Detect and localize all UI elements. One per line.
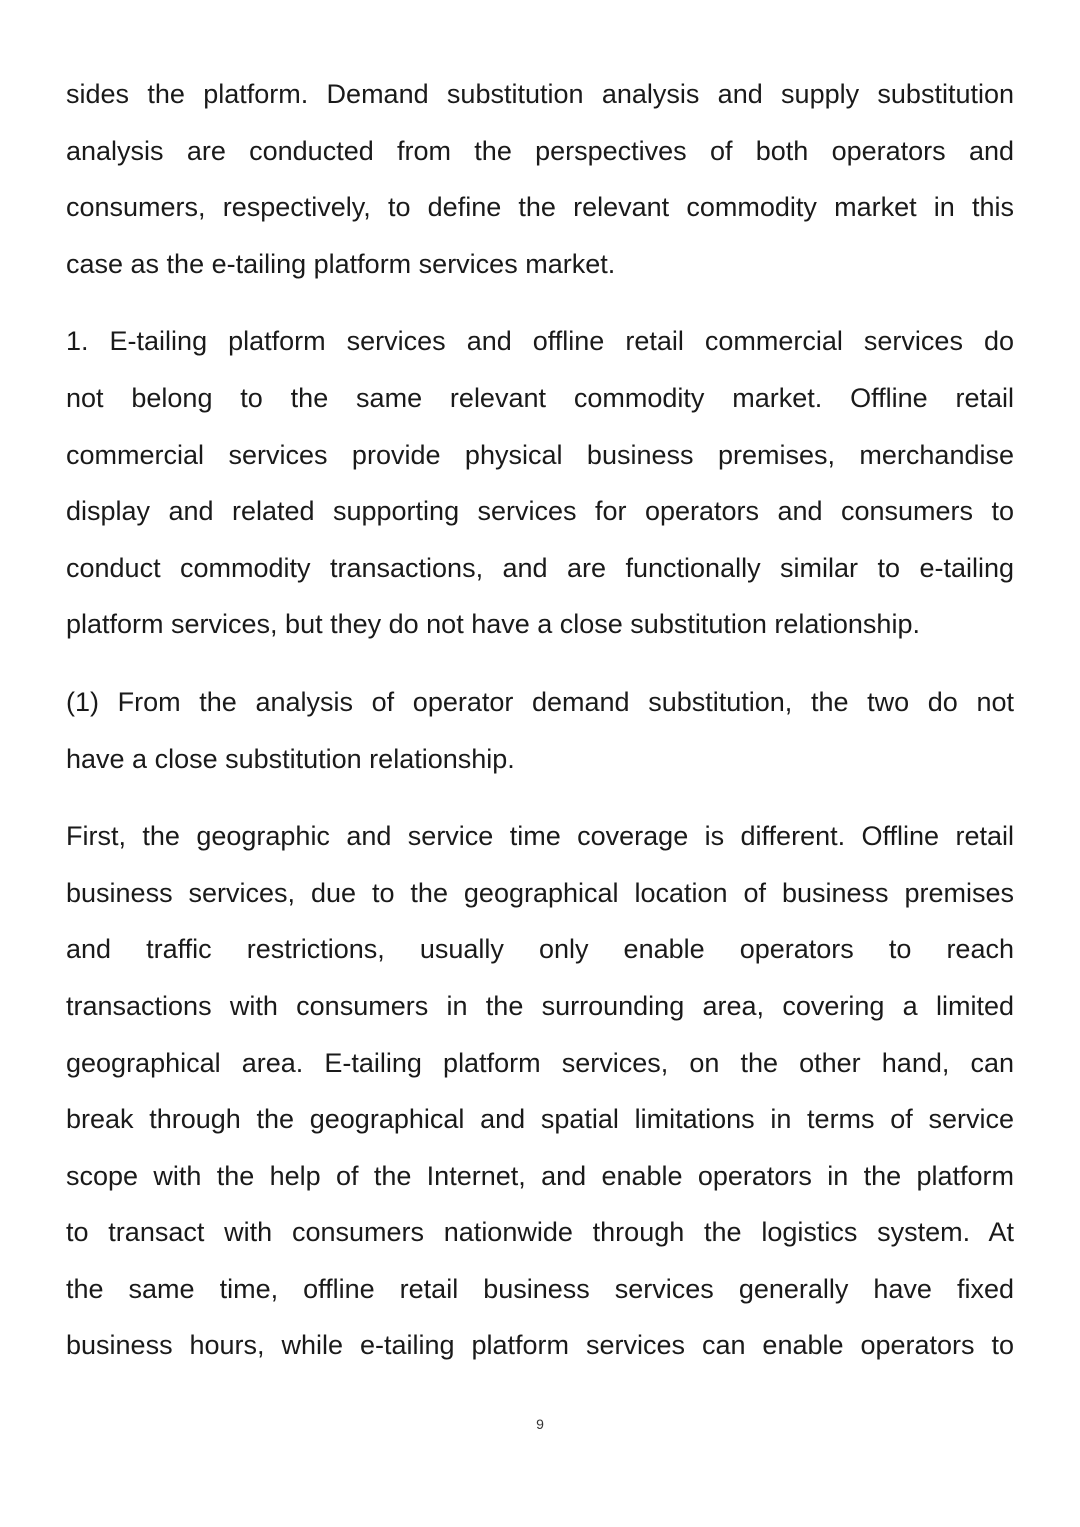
page-number: 9 (536, 1416, 544, 1432)
text-line: geographical area. E-tailing platform services, on the other hand, can (66, 1047, 1014, 1078)
paragraph-3 (66, 674, 1014, 787)
text-line: 1. E-tailing platform services and offline retail commercial services do (66, 326, 1014, 357)
text-line: sides the platform. Demand substitution analysis and supply substitution (66, 79, 1014, 109)
text-line: to transact with consumers nationwide through the logistics system. At (66, 1217, 1014, 1248)
text-line: not belong to the same relevant commodity market. Offline retail (66, 382, 1014, 413)
text-line: platform services, but they do not have a close substitution relationship. (66, 609, 920, 640)
text-line: and traffic restrictions, usually only enable operators to reach (66, 934, 1014, 965)
text-line: break through the geographical and spatial limitations in terms of service (66, 1104, 1014, 1135)
text-line: case as the e-tailing platform services market. (66, 248, 616, 279)
text-line: have a close substitution relationship. (66, 743, 515, 774)
text-line: the same time, offline retail business services generally have fixed (66, 1273, 1014, 1304)
text-line: transactions with consumers in the surrounding area, covering a limited (66, 990, 1014, 1021)
text-line: business hours, while e-tailing platform services can enable operators to (66, 1330, 1014, 1361)
page-body (66, 66, 1014, 1395)
text-line: commercial services provide physical business premises, merchandise (66, 439, 1014, 470)
text-line: (1) From the analysis of operator demand substitution, the two do not (66, 686, 1014, 717)
text-line: display and related supporting services for operators and consumers to (66, 496, 1014, 527)
paragraph-4 (66, 808, 1014, 1374)
text-line: conduct commodity transactions, and are functionally similar to e-tailing (66, 552, 1014, 583)
text-line: First, the geographic and service time coverage is different. Offline retail (66, 821, 1014, 852)
text-line: scope with the help of the Internet, and enable operators in the platform (66, 1160, 1014, 1191)
text-line: business services, due to the geographical location of business premises (66, 877, 1014, 908)
text-line: analysis are conducted from the perspectives of both operators and (66, 135, 1014, 166)
paragraph-1 (66, 66, 1014, 292)
text-line: consumers, respectively, to define the relevant commodity market in this (66, 192, 1014, 223)
paragraph-2 (66, 313, 1014, 653)
